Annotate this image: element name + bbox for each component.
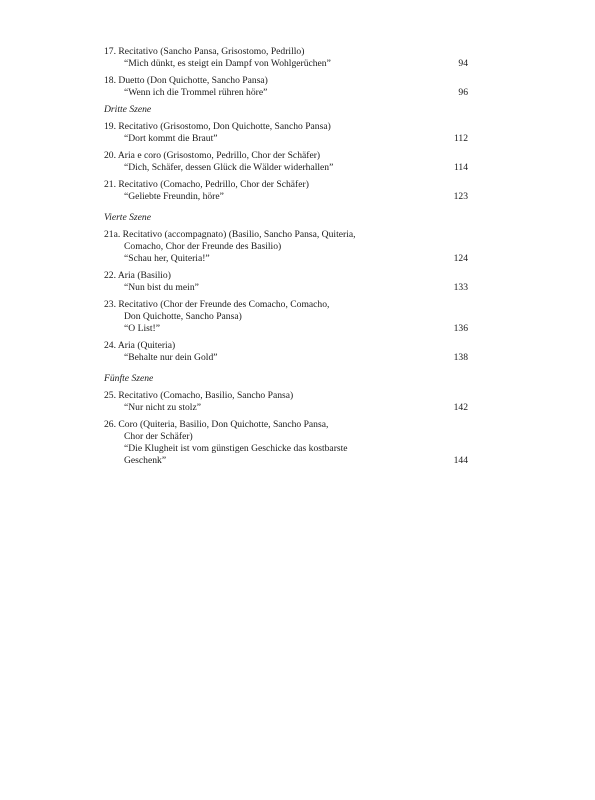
entry-incipit: “Wenn ich die Trommel rühren höre” bbox=[124, 87, 268, 98]
entry-incipit: “Nun bist du mein” bbox=[124, 282, 199, 293]
page-number: 133 bbox=[453, 282, 468, 293]
page-number: 114 bbox=[453, 162, 468, 173]
entry-title: Duetto (Don Quichotte, Sancho Pansa) bbox=[118, 75, 268, 86]
toc-entry bbox=[104, 121, 468, 145]
entry-title: Aria (Basilio) bbox=[117, 270, 171, 281]
page-number: 124 bbox=[453, 253, 468, 264]
entry-incipit: “O List!” bbox=[124, 323, 160, 334]
entry-number: 17. bbox=[104, 46, 116, 57]
entry-title: Coro (Quiteria, Basilio, Don Quichotte, Sancho Pansa, bbox=[118, 419, 329, 430]
entry-title: Don Quichotte, Sancho Pansa) bbox=[124, 311, 242, 322]
entry-number: 26. bbox=[104, 419, 116, 430]
entry-title: Recitativo (Sancho Pansa, Grisostomo, Pedrillo) bbox=[118, 46, 305, 57]
toc-entry bbox=[104, 340, 468, 364]
toc-entry bbox=[104, 270, 468, 294]
entry-title: Recitativo (accompagnato) (Basilio, Sancho Pansa, Quiteria, bbox=[122, 229, 356, 240]
entry-title: Aria e coro (Grisostomo, Pedrillo, Chor der Schäfer) bbox=[117, 150, 321, 161]
toc-entry bbox=[104, 150, 468, 174]
entry-incipit: “Geliebte Freundin, höre” bbox=[124, 191, 224, 202]
page-number: 96 bbox=[458, 87, 468, 98]
entry-title: Aria (Quiteria) bbox=[117, 340, 176, 351]
page-number: 142 bbox=[453, 402, 468, 413]
entry-incipit: “Dich, Schäfer, dessen Glück die Wälder widerhallen” bbox=[124, 162, 334, 173]
entry-incipit: Geschenk” bbox=[124, 455, 167, 466]
page-number: 112 bbox=[453, 133, 468, 144]
entry-title: Recitativo (Comacho, Basilio, Sancho Pansa) bbox=[118, 390, 294, 401]
entry-title: Chor der Schäfer) bbox=[124, 431, 193, 442]
entry-number: 23. bbox=[104, 299, 116, 310]
page-number: 136 bbox=[453, 323, 468, 334]
toc-entry bbox=[104, 299, 468, 335]
entry-number: 21a. bbox=[104, 229, 121, 240]
scene-heading: Fünfte Szene bbox=[104, 373, 154, 384]
entry-number: 24. bbox=[104, 340, 116, 351]
entry-title: Recitativo (Chor der Freunde des Comacho, Comacho, bbox=[118, 299, 330, 310]
entry-number: 20. bbox=[104, 150, 116, 161]
entry-number: 22. bbox=[104, 270, 116, 281]
entry-title: Recitativo (Comacho, Pedrillo, Chor der Schäfer) bbox=[118, 179, 309, 190]
page-number: 138 bbox=[453, 352, 468, 363]
toc-entry bbox=[104, 419, 468, 467]
entry-incipit: “Mich dünkt, es steigt ein Dampf von Wohlgerüchen” bbox=[124, 58, 331, 69]
entry-incipit: “Behalte nur dein Gold” bbox=[124, 352, 218, 363]
entry-incipit: “Nur nicht zu stolz” bbox=[124, 402, 201, 413]
entry-title: Comacho, Chor der Freunde des Basilio) bbox=[124, 241, 282, 252]
toc-entry bbox=[104, 390, 468, 414]
entry-incipit: “Dort kommt die Braut” bbox=[124, 133, 218, 144]
table-of-contents bbox=[104, 46, 468, 472]
toc-entry bbox=[104, 229, 468, 265]
page-number: 94 bbox=[458, 58, 468, 69]
entry-incipit: “Schau her, Quiteria!” bbox=[124, 253, 210, 264]
scene-heading: Vierte Szene bbox=[104, 212, 151, 223]
toc-entry bbox=[104, 179, 468, 203]
entry-number: 19. bbox=[104, 121, 116, 132]
entry-incipit: “Die Klugheit ist vom günstigen Geschicke das kostbarste bbox=[124, 443, 348, 454]
entry-title: Recitativo (Grisostomo, Don Quichotte, Sancho Pansa) bbox=[118, 121, 331, 132]
toc-entry bbox=[104, 75, 468, 99]
toc-entry bbox=[104, 46, 468, 70]
scene-heading: Dritte Szene bbox=[104, 104, 152, 115]
page-number: 144 bbox=[453, 455, 468, 466]
entry-number: 18. bbox=[104, 75, 116, 86]
page-number: 123 bbox=[453, 191, 468, 202]
entry-number: 25. bbox=[104, 390, 116, 401]
entry-number: 21. bbox=[104, 179, 116, 190]
